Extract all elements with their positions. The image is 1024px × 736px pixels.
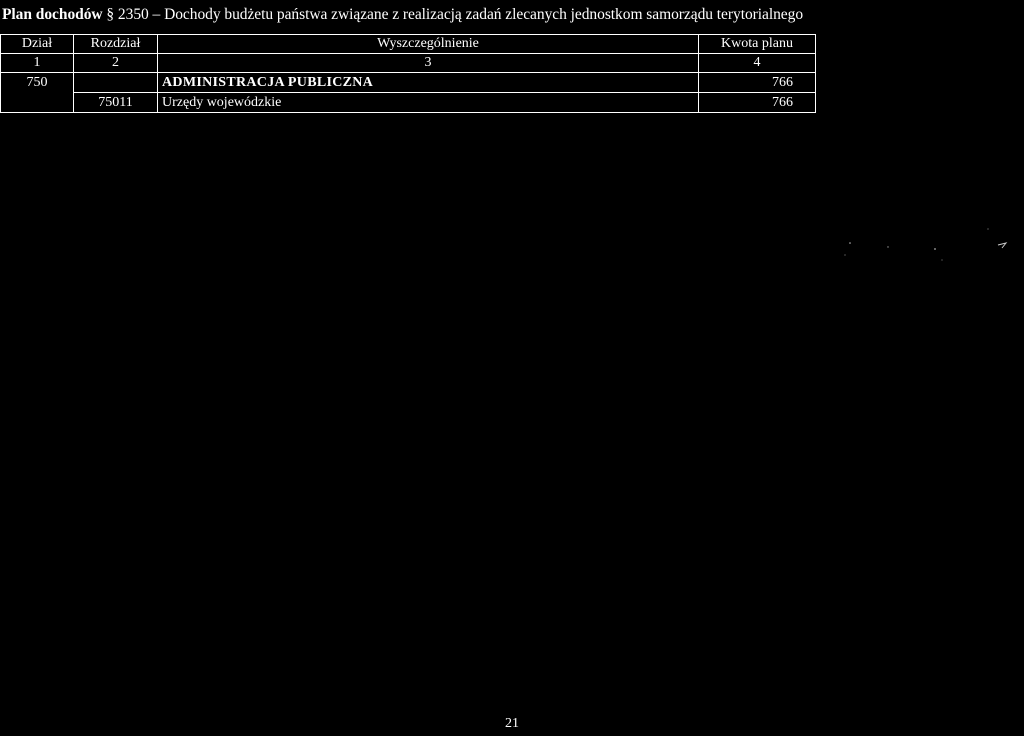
cell-kwota: 766	[699, 73, 816, 93]
budget-table	[0, 34, 816, 113]
header-kwota-planu: Kwota planu	[699, 35, 816, 54]
cell-rozdzial: 75011	[74, 93, 158, 113]
table-header-row	[1, 35, 816, 54]
column-number-4: 4	[699, 54, 816, 73]
column-number-1: 1	[1, 54, 74, 73]
table-column-numbers-row	[1, 54, 816, 73]
column-number-2: 2	[74, 54, 158, 73]
cell-rozdzial	[74, 73, 158, 93]
page-title	[2, 6, 803, 24]
cell-kwota: 766	[699, 93, 816, 113]
header-rozdzial: Rozdział	[74, 35, 158, 54]
header-dzial: Dział	[1, 35, 74, 54]
column-number-3: 3	[158, 54, 699, 73]
cell-dzial: 750	[1, 73, 74, 93]
table-row	[1, 73, 816, 93]
table-row	[1, 93, 816, 113]
cell-opis: ADMINISTRACJA PUBLICZNA	[158, 73, 699, 93]
scan-specks	[830, 225, 1020, 295]
page-number: 21	[505, 716, 519, 731]
cell-opis: Urzędy wojewódzkie	[158, 93, 699, 113]
page-title-rest: § 2350 – Dochody budżetu państwa związane z realizacją zadań zlecanych jednostkom samorządu terytorialnego	[106, 6, 804, 23]
cell-dzial	[1, 93, 74, 113]
page-title-bold: Plan dochodów	[2, 6, 103, 23]
header-wyszczegolnienie: Wyszczególnienie	[158, 35, 699, 54]
